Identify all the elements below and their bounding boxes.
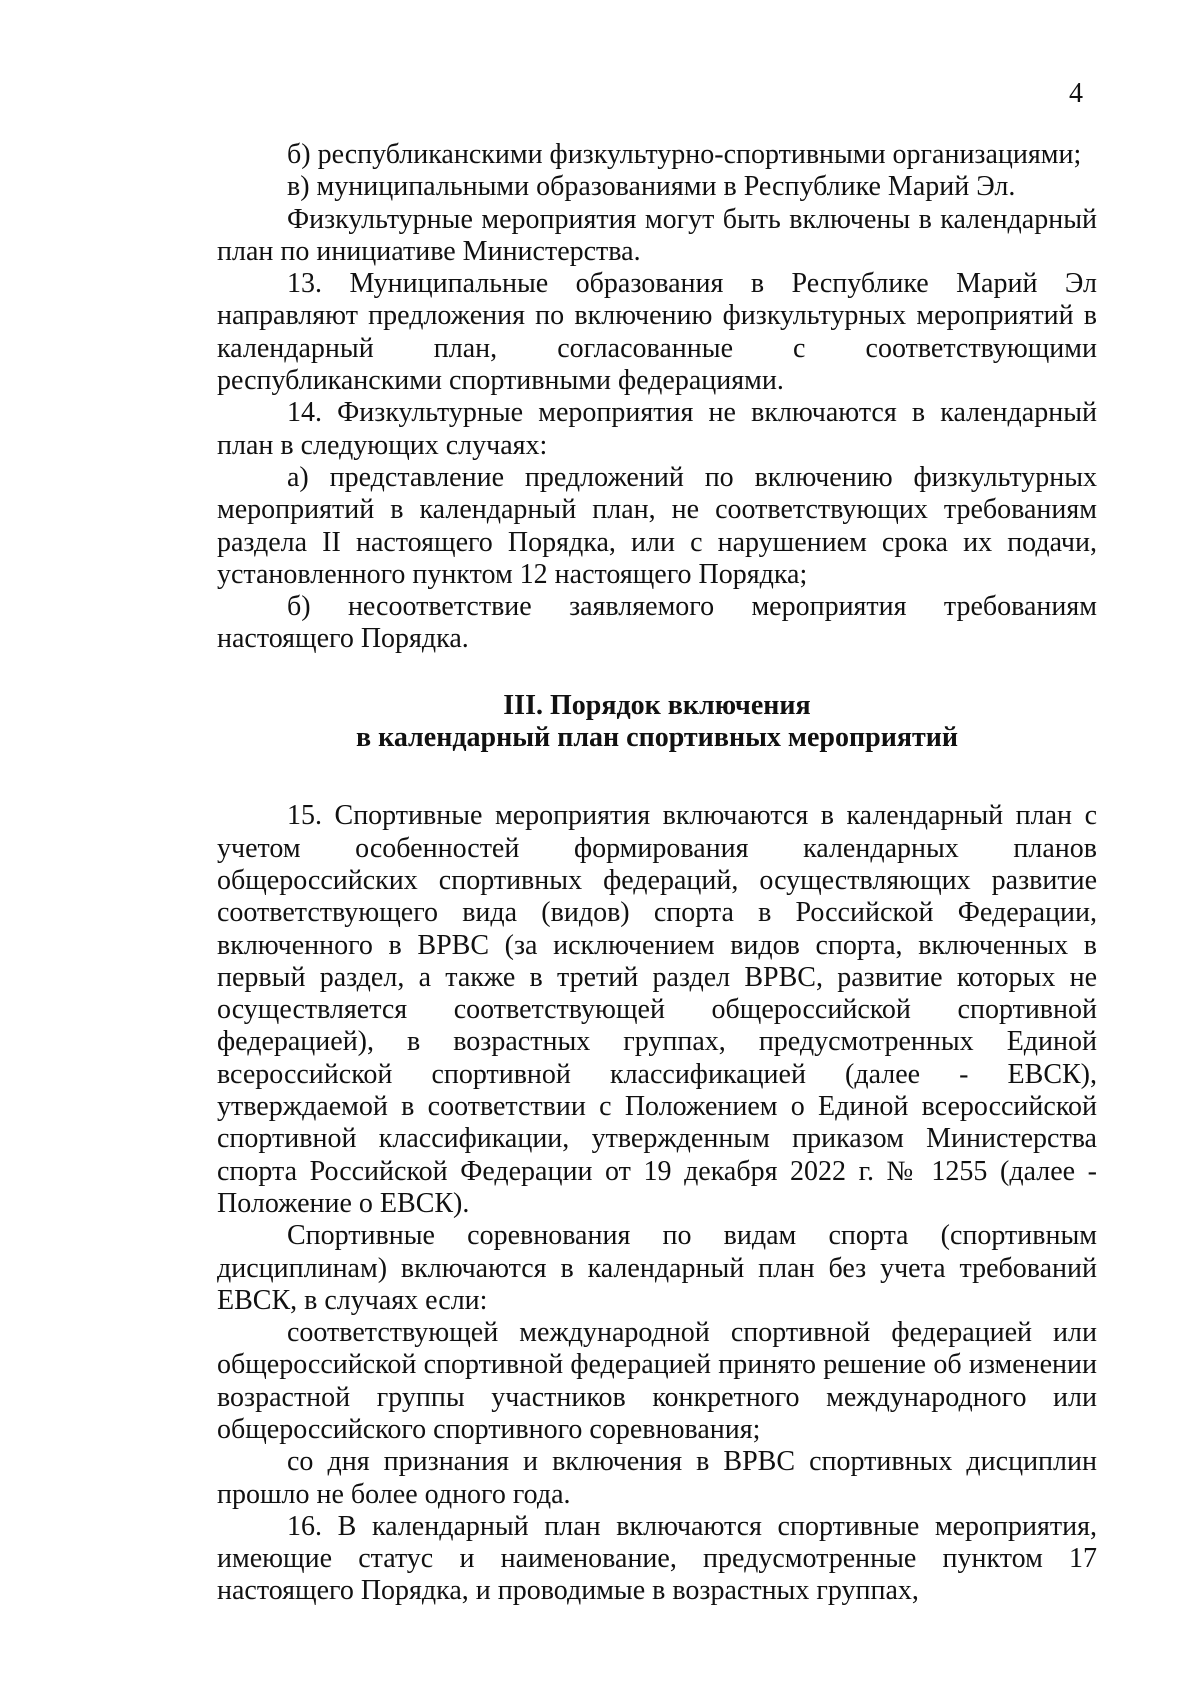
- paragraph-ministry-initiative: Физкультурные мероприятия могут быть включены в календарный план по инициативе Министерства.: [217, 203, 1097, 267]
- paragraph-item-v: в) муниципальными образованиями в Республике Марий Эл.: [287, 171, 1016, 203]
- document-body: [217, 139, 1097, 1608]
- paragraph-14-a: а) представление предложений по включению физкультурных мероприятий в календарный план, не соответствующих требованиям раздела II настоящего Порядка, или с нарушением срока их подачи, установленного пунктом 12 настоящего Порядка;: [217, 461, 1097, 590]
- section-heading: [217, 690, 1097, 755]
- paragraph-15: 15. Спортивные мероприятия включаются в календарный план с учетом особенностей формирования календарных планов общероссийских спортивных федераций, осуществляющих развитие соответствующего вида (видов) спорта в Российской Федерации, включенного в ВРВС (за исключением видов спорта, включенных в первый раздел, а также в третий раздел ВРВС, развитие которых не осуществляется соответствующей общероссийской спортивной федерацией), в возрастных группах, предусмотренных Единой всероссийской спортивной классификацией (далее - ЕВСК), утверждаемой в соответствии с Положением о Единой всероссийской спортивной классификации, утвержденным приказом Министерства спорта Российской Федерации от 19 декабря 2022 г. № 1255 (далее - Положение о ЕВСК).: [217, 800, 1097, 1219]
- paragraph-age-group-change: соответствующей международной спортивной федерацией или общероссийской спортивной федерацией принято решение об изменении возрастной группы участников конкретного международного или общероссийского спортивного соревнования;: [217, 1317, 1097, 1445]
- paragraph-16: 16. В календарный план включаются спортивные мероприятия, имеющие статус и наименование, предусмотренные пунктом 17 настоящего Порядка, и проводимые в возрастных группах,: [217, 1510, 1097, 1607]
- paragraph-competitions-without-evsk: Спортивные соревнования по видам спорта (спортивным дисциплинам) включаются в календарный план без учета требований ЕВСК, в случаях если:: [217, 1220, 1097, 1316]
- page-number: 4: [1069, 78, 1083, 109]
- paragraph-one-year: со дня признания и включения в ВРВС спортивных дисциплин прошло не более одного года.: [217, 1446, 1097, 1510]
- section-heading-line-2: в календарный план спортивных мероприятий: [355, 722, 959, 754]
- paragraph-item-b: б) республиканскими физкультурно-спортивными организациями;: [287, 139, 1082, 170]
- section-heading-line-1: III. Порядок включения: [503, 689, 811, 721]
- paragraph-14: 14. Физкультурные мероприятия не включаются в календарный план в следующих случаях:: [217, 397, 1097, 461]
- paragraph-14-b: б) несоответствие заявляемого мероприятия требованиям настоящего Порядка.: [217, 591, 1097, 655]
- paragraph-13: 13. Муниципальные образования в Республике Марий Эл направляют предложения по включению физкультурных мероприятий в календарный план, согласованные с соответствующими республиканскими спортивными федерациями.: [217, 268, 1097, 397]
